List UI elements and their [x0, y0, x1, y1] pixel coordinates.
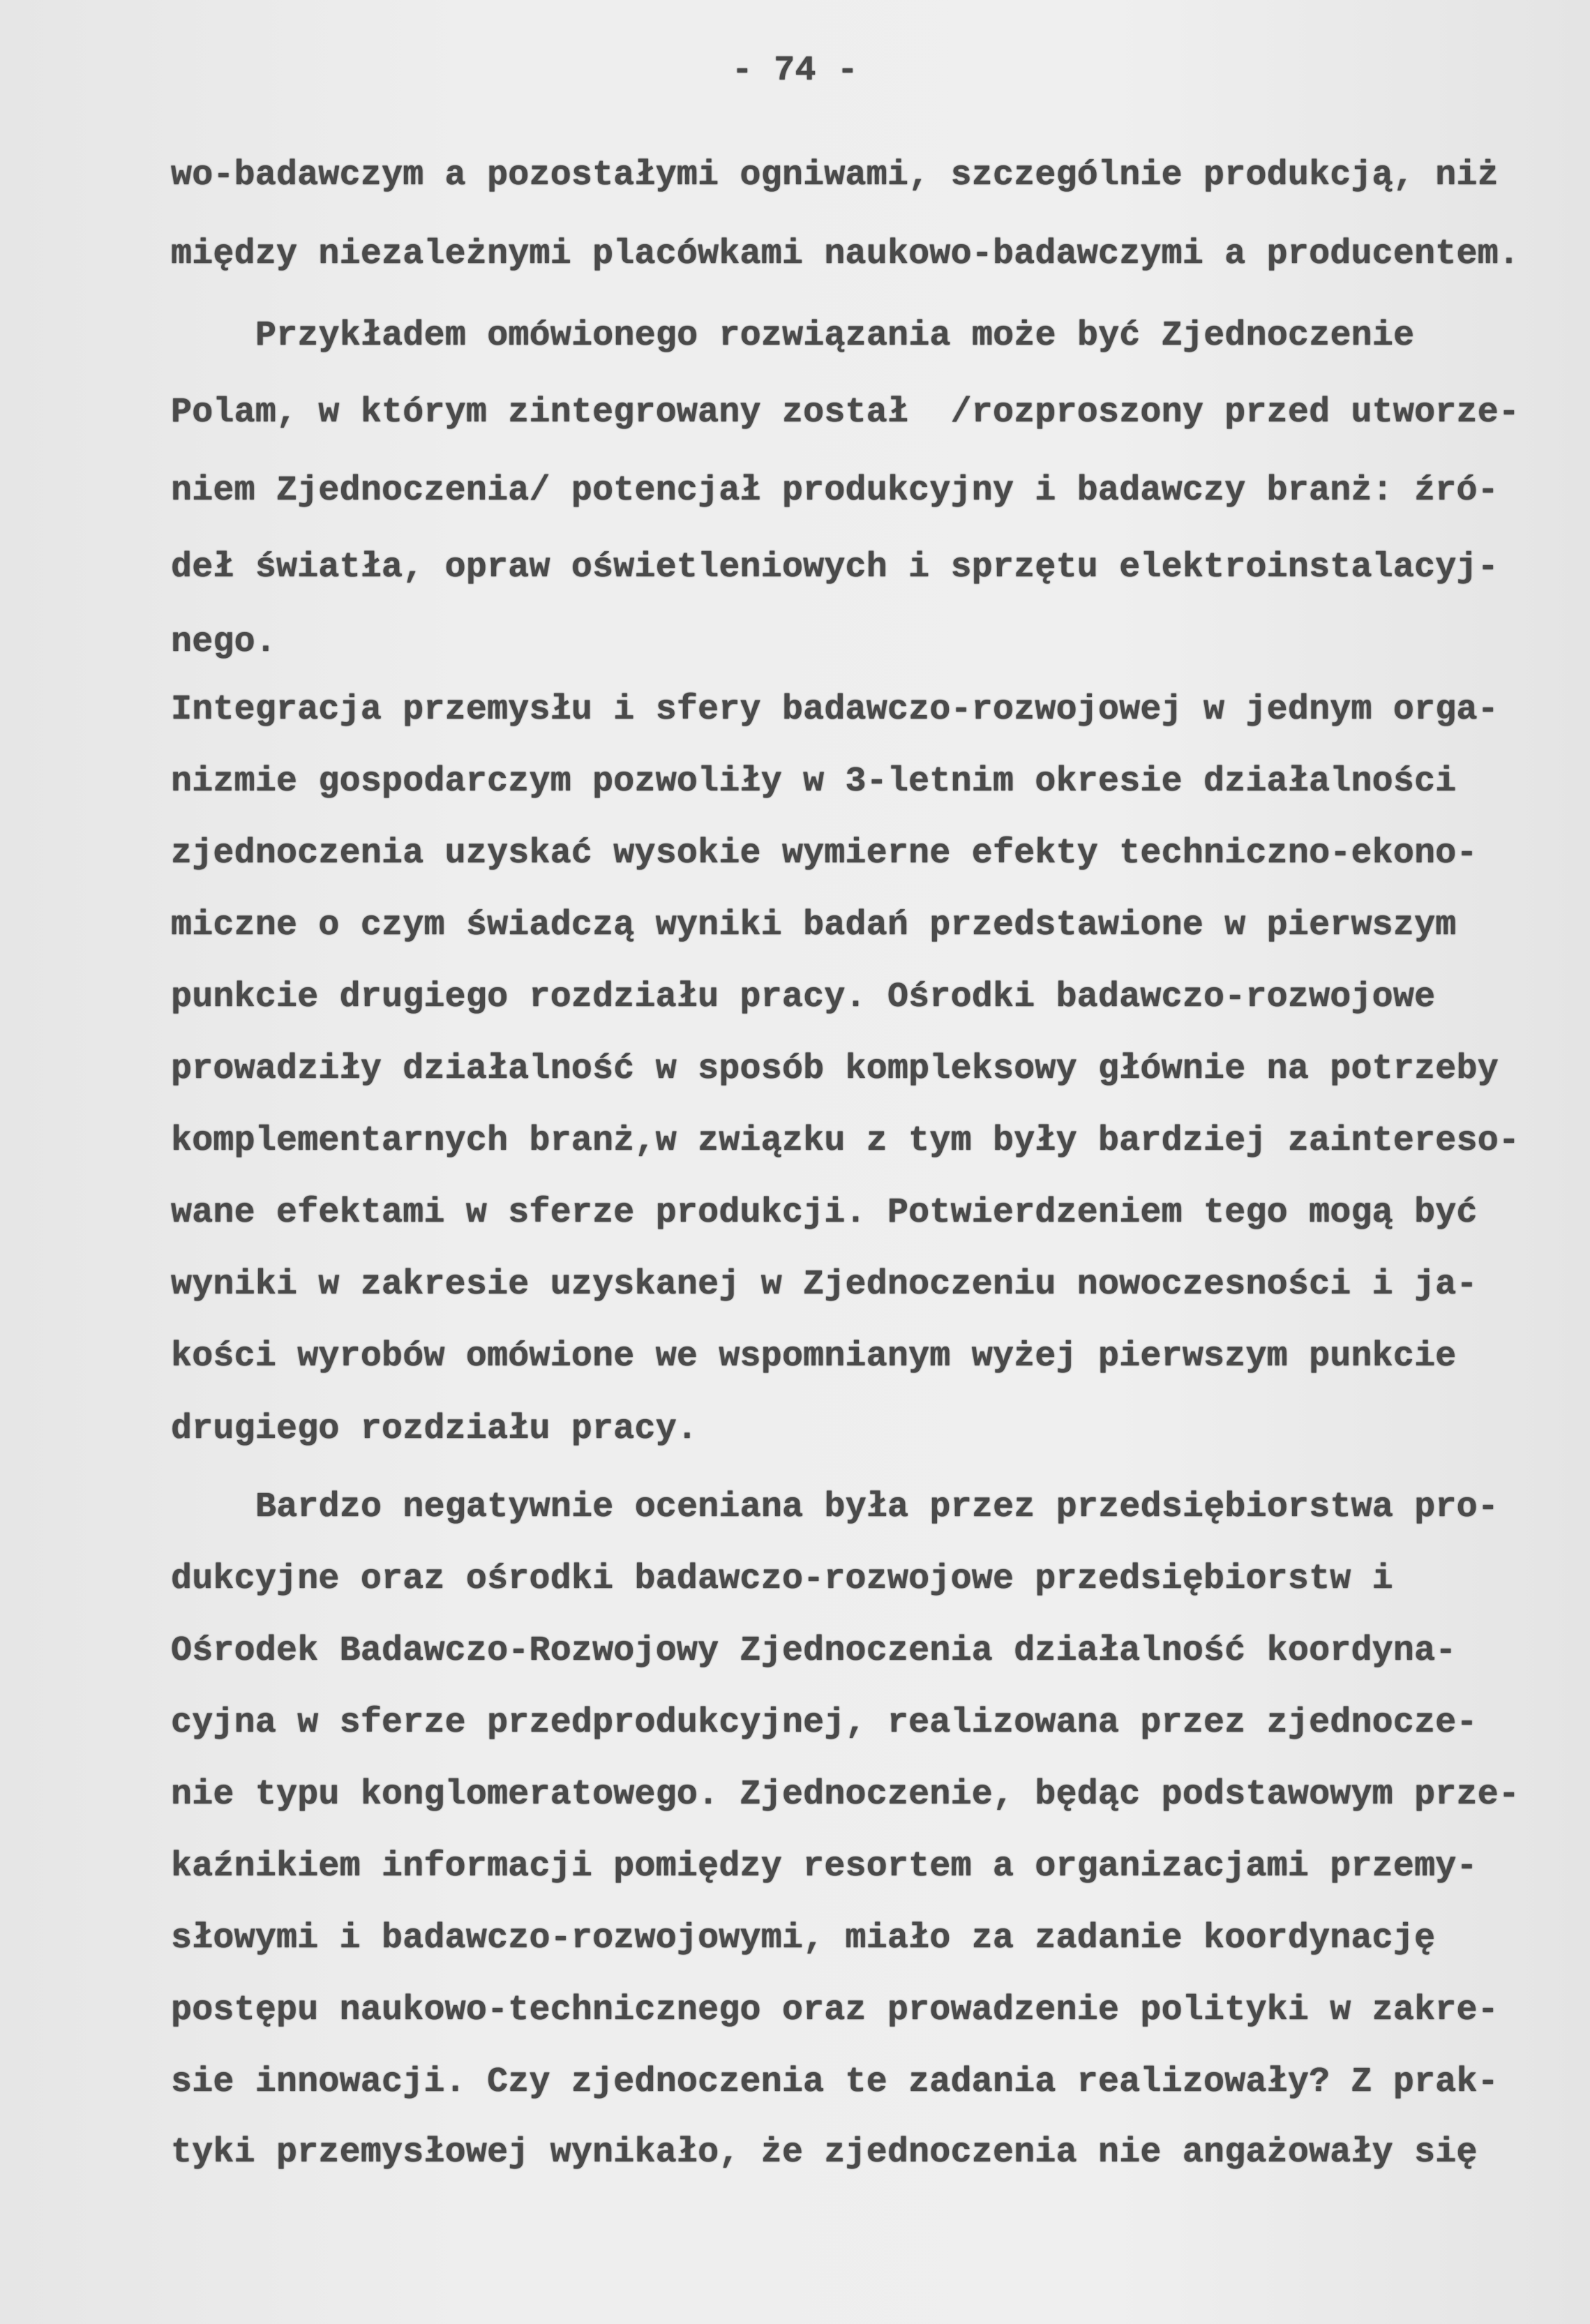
text-line: nie typu konglomeratowego. Zjednoczenie, będąc podstawowym prze-: [171, 1775, 1520, 1815]
text-line: Bardzo negatywnie oceniana była przez przedsiębiorstwa pro-: [255, 1487, 1499, 1527]
text-line: punkcie drugiego rozdziału pracy. Ośrodki badawczo-rozwojowe: [171, 977, 1436, 1017]
text-line: kości wyrobów omówione we wspomnianym wyżej pierwszym punkcie: [171, 1337, 1457, 1377]
text-line: Przykładem omówionego rozwiązania może być Zjednoczenie: [255, 316, 1415, 356]
text-line: deł światła, opraw oświetleniowych i sprzętu elektroinstalacyj-: [171, 548, 1499, 587]
text-line: sie innowacji. Czy zjednoczenia te zadania realizowały? Z prak-: [171, 2062, 1499, 2102]
text-line: Ośrodek Badawczo-Rozwojowy Zjednoczenia działalność koordyna-: [171, 1631, 1457, 1671]
text-line: słowymi i badawczo-rozwojowymi, miało za zadanie koordynację: [171, 1919, 1436, 1958]
page-number: - 74 -: [731, 51, 859, 91]
text-line: wo-badawczym a pozostałymi ogniwami, szczególnie produkcją, niż: [171, 156, 1499, 195]
text-line: nego.: [171, 622, 277, 662]
text-line: cyjna w sferze przedprodukcyjnej, realizowana przez zjednocze-: [171, 1703, 1478, 1743]
text-line: Integracja przemysłu i sfery badawczo-rozwojowej w jednym orga-: [171, 690, 1499, 730]
text-line: dukcyjne oraz ośrodki badawczo-rozwojowe przedsiębiorstw i: [171, 1559, 1393, 1599]
text-line: niem Zjednoczenia/ potencjał produkcyjny i badawczy branż: źró-: [171, 471, 1499, 511]
text-line: między niezależnymi placówkami naukowo-badawczymi a producentem.: [171, 234, 1520, 274]
text-line: drugiego rozdziału pracy.: [171, 1409, 698, 1449]
text-line: miczne o czym świadczą wyniki badań przedstawione w pierwszym: [171, 906, 1457, 945]
text-line: nizmie gospodarczym pozwoliły w 3-letnim okresie działalności: [171, 762, 1457, 802]
text-line: wane efektami w sferze produkcji. Potwierdzeniem tego mogą być: [171, 1193, 1478, 1233]
text-line: komplementarnych branż,w związku z tym były bardziej zaintereso-: [171, 1121, 1520, 1161]
text-line: wyniki w zakresie uzyskanej w Zjednoczeniu nowoczesności i ja-: [171, 1265, 1478, 1305]
text-line: Polam, w którym zintegrowany został /rozproszony przed utworze-: [171, 393, 1520, 433]
text-line: postępu naukowo-technicznego oraz prowadzenie polityki w zakre-: [171, 1991, 1499, 2030]
text-line: tyki przemysłowej wynikało, że zjednoczenia nie angażowały się: [171, 2133, 1478, 2173]
text-line: kaźnikiem informacji pomiędzy resortem a organizacjami przemy-: [171, 1847, 1478, 1887]
text-line: zjednoczenia uzyskać wysokie wymierne efekty techniczno-ekono-: [171, 834, 1478, 874]
text-line: prowadziły działalność w sposób kompleksowy głównie na potrzeby: [171, 1049, 1499, 1089]
